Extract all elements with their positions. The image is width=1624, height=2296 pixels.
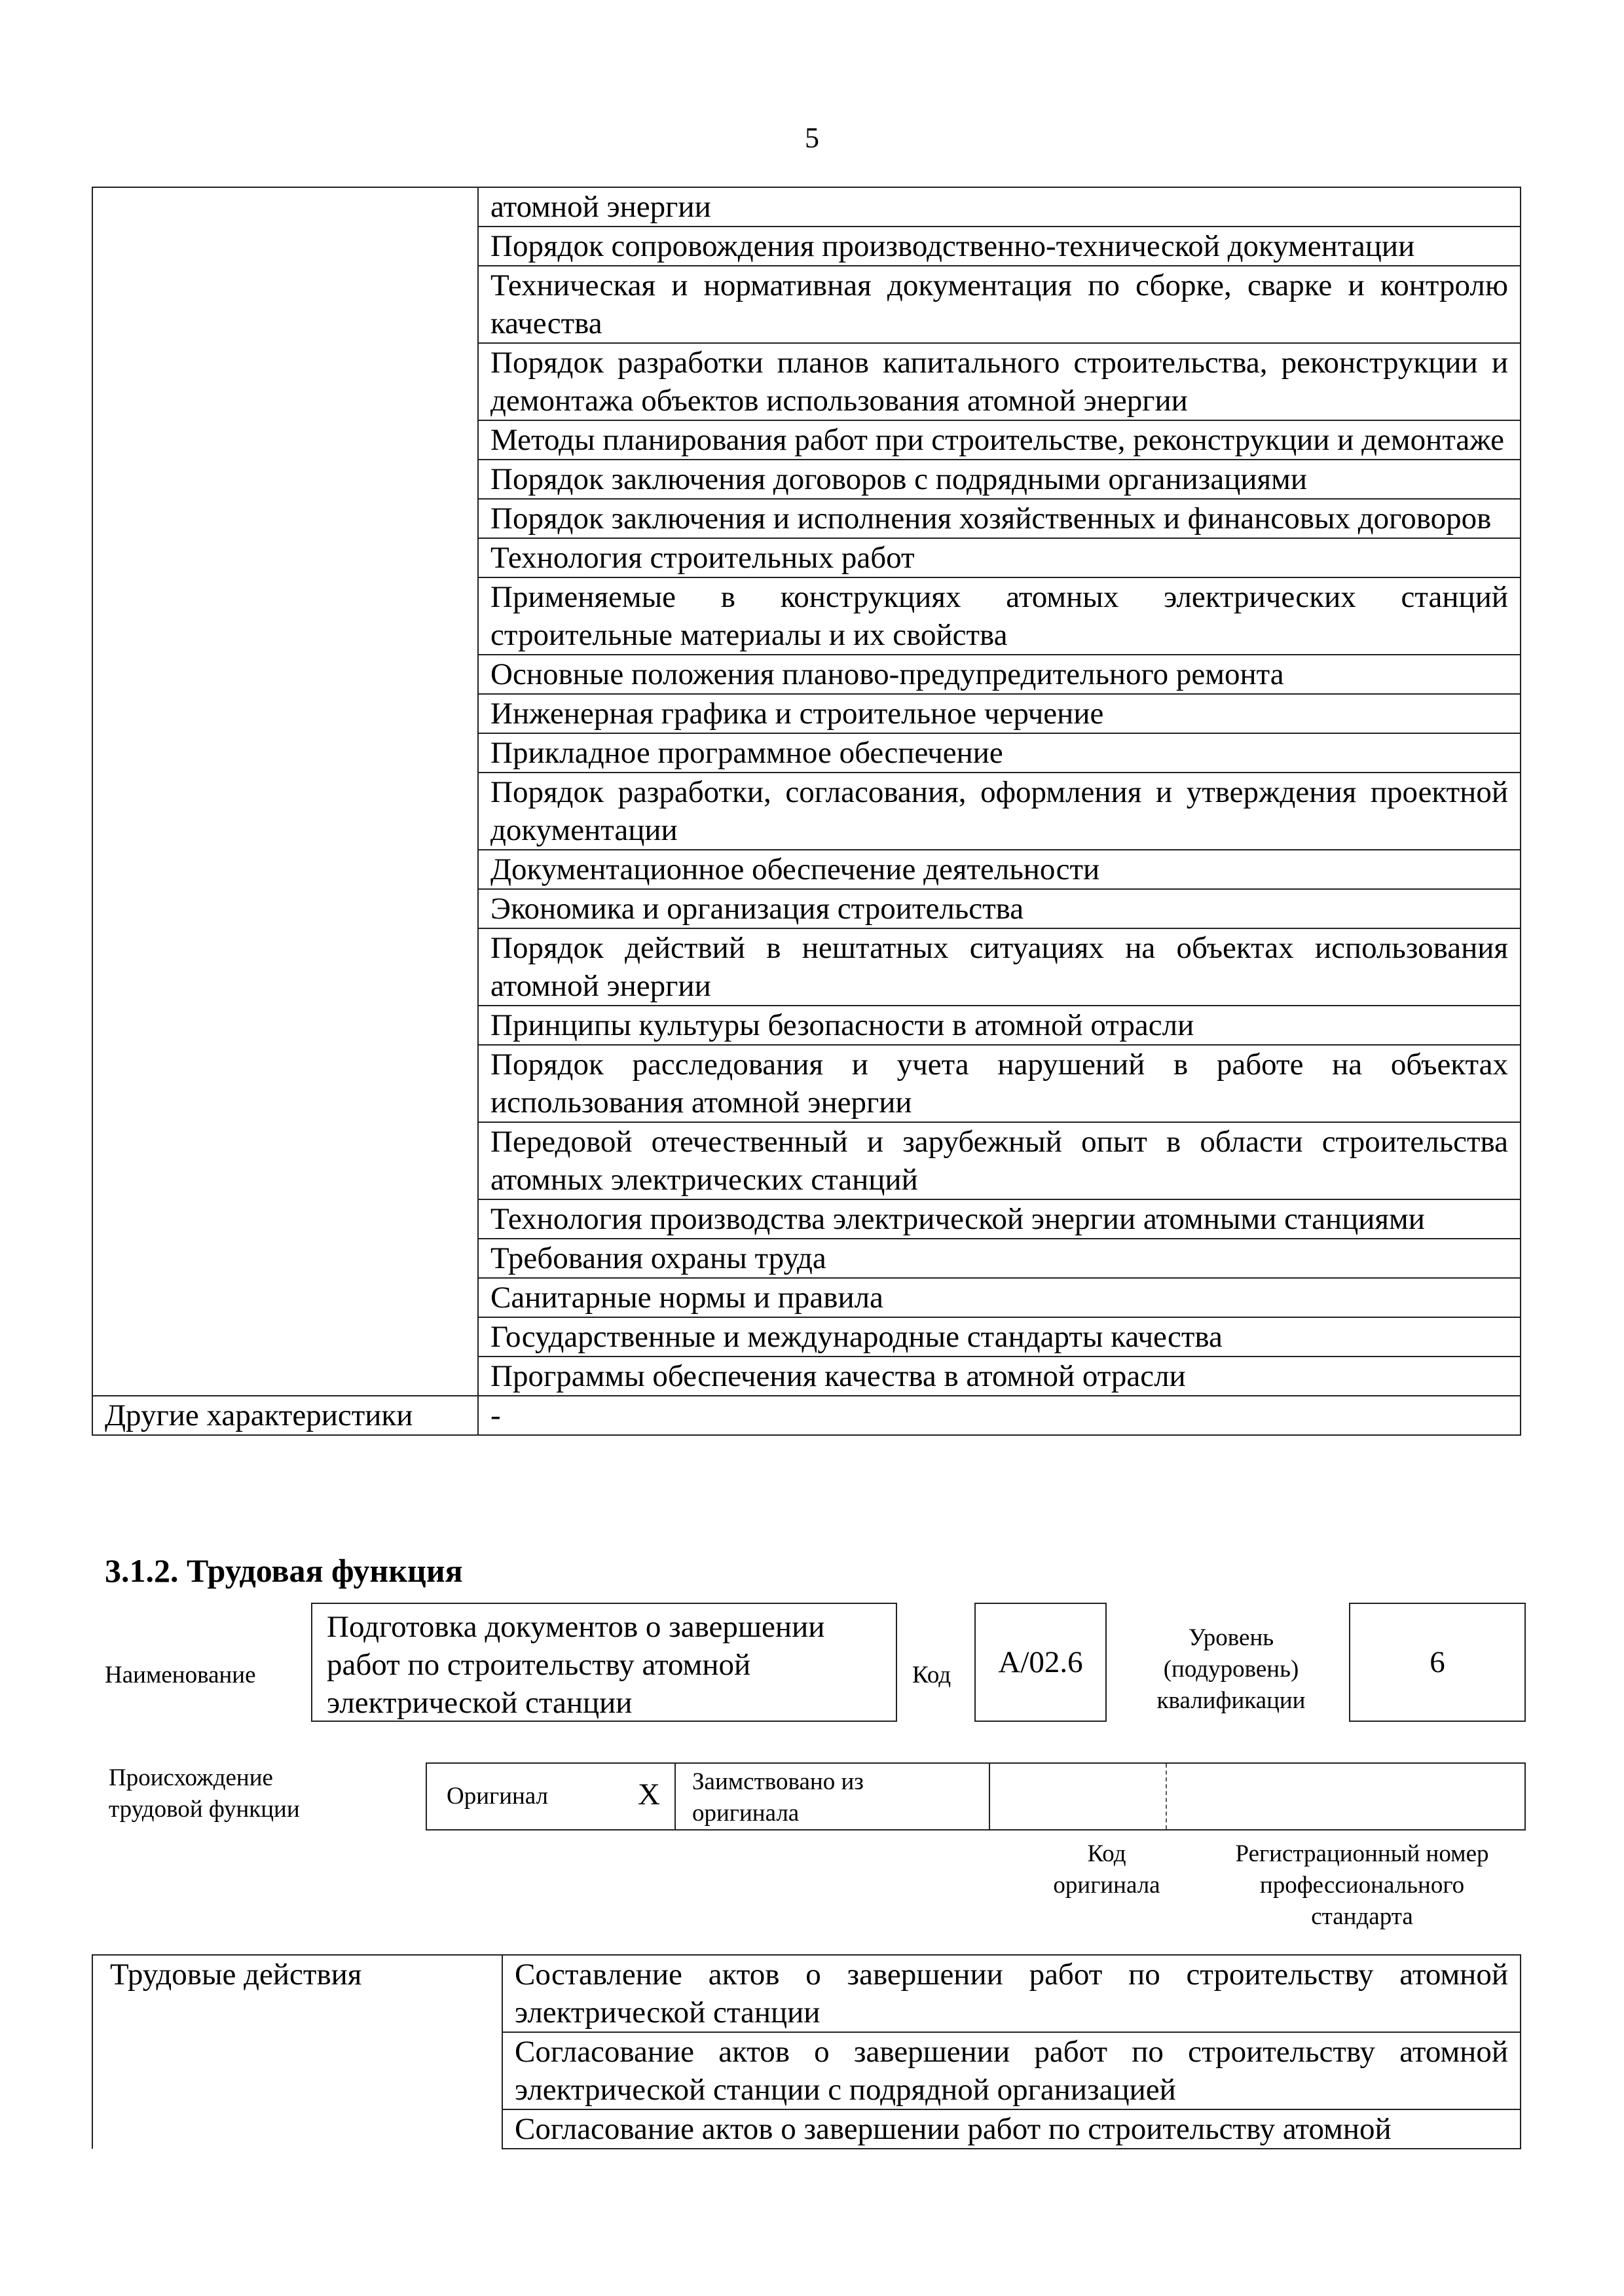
section-heading: 3.1.2. Трудовая функция [105, 1552, 463, 1589]
code-original-line-1: Код [1087, 1840, 1126, 1867]
knowledge-item: Экономика и организация строительства [478, 889, 1521, 928]
code-original-label [1022, 1838, 1192, 1901]
origin-label-line-1: Происхождение [109, 1764, 273, 1791]
labor-action-row [92, 1955, 1521, 2032]
labor-action-item: Согласование актов о завершении работ по строительству атомной [502, 2109, 1521, 2149]
borrowed-label-line-1: Заимствовано из [692, 1768, 864, 1795]
other-characteristics-label: Другие характеристики [92, 1396, 478, 1435]
knowledge-item: Порядок заключения договоров с подрядными организациями [478, 460, 1521, 499]
name-label: Наименование [105, 1662, 256, 1688]
labor-action-item: Согласование актов о завершении работ по строительству атомной электрической станции с подрядной организацией [502, 2032, 1521, 2109]
function-code-value: А/02.6 [998, 1645, 1083, 1679]
knowledge-label-cell [92, 187, 478, 1396]
origin-label-line-2: трудовой функции [109, 1796, 300, 1823]
knowledge-item: Порядок сопровождения производственно-технической документации [478, 227, 1521, 266]
knowledge-item: Санитарные нормы и правила [478, 1278, 1521, 1317]
function-name-value: Подготовка документов о завершении работ по строительству атомной электрической станции [327, 1610, 825, 1720]
knowledge-item: Технология строительных работ [478, 538, 1521, 577]
knowledge-item: Порядок действий в нештатных ситуациях на объектах использования атомной энергии [478, 928, 1521, 1006]
original-mark: X [638, 1777, 660, 1812]
regnum-line-3: стандарта [1311, 1903, 1413, 1930]
knowledge-item: Порядок разработки планов капитального строительства, реконструкции и демонтажа объектов использования атомной энергии [478, 343, 1521, 420]
borrowed-cell [676, 1764, 990, 1829]
code-label: Код [912, 1662, 951, 1688]
knowledge-item: Прикладное программное обеспечение [478, 733, 1521, 773]
required-knowledge-table [92, 187, 1521, 1436]
knowledge-item: атомной энергии [478, 187, 1521, 227]
labor-actions-table [92, 1954, 1521, 2149]
code-original-line-2: оригинала [1053, 1872, 1160, 1899]
knowledge-row [92, 187, 1521, 227]
knowledge-item: Методы планирования работ при строительстве, реконструкции и демонтаже [478, 420, 1521, 460]
knowledge-item: Порядок заключения и исполнения хозяйственных и финансовых договоров [478, 499, 1521, 538]
knowledge-item: Технология производства электрической энергии атомными станциями [478, 1199, 1521, 1239]
knowledge-item: Инженерная графика и строительное черчение [478, 694, 1521, 733]
other-characteristics-value: - [478, 1396, 1521, 1435]
regnum-line-1: Регистрационный номер [1235, 1840, 1489, 1867]
qualification-level-box [1349, 1603, 1526, 1722]
original-label: Оригинал [447, 1783, 549, 1810]
knowledge-item: Основные положения планово-предупредительного ремонта [478, 655, 1521, 694]
borrowed-label [692, 1766, 864, 1829]
page-number: 5 [805, 122, 819, 154]
knowledge-item: Программы обеспечения качества в атомной отрасли [478, 1357, 1521, 1396]
regnum-label [1198, 1838, 1526, 1933]
qualification-level-label [1120, 1622, 1342, 1717]
knowledge-item: Требования охраны труда [478, 1239, 1521, 1278]
code-original-cell [990, 1764, 1167, 1829]
function-name-box [311, 1603, 897, 1722]
original-cell [427, 1764, 676, 1829]
knowledge-item: Порядок разработки, согласования, оформления и утверждения проектной документации [478, 773, 1521, 850]
level-label-line-3: квалификации [1156, 1687, 1306, 1714]
knowledge-item: Документационное обеспечение деятельности [478, 850, 1521, 889]
labor-actions-label: Трудовые действия [92, 1955, 502, 2149]
level-label-line-1: Уровень [1188, 1624, 1274, 1651]
knowledge-item: Государственные и международные стандарты качества [478, 1317, 1521, 1357]
knowledge-item: Порядок расследования и учета нарушений в работе на объектах использования атомной энергии [478, 1045, 1521, 1122]
origin-label [109, 1762, 300, 1825]
labor-action-item: Составление актов о завершении работ по строительству атомной электрической станции [502, 1955, 1521, 2032]
regnum-line-2: профессионального [1259, 1872, 1465, 1899]
knowledge-item: Передовой отечественный и зарубежный опыт в области строительства атомных электрических станций [478, 1122, 1521, 1199]
regnum-cell [1167, 1764, 1527, 1829]
knowledge-item: Техническая и нормативная документация по сборке, сварке и контролю качества [478, 266, 1521, 343]
qualification-level-value: 6 [1430, 1645, 1445, 1679]
other-characteristics-row [92, 1396, 1521, 1435]
function-code-box [974, 1603, 1107, 1722]
borrowed-label-line-2: оригинала [692, 1800, 800, 1827]
level-label-line-2: (подуровень) [1163, 1656, 1299, 1683]
knowledge-item: Принципы культуры безопасности в атомной отрасли [478, 1006, 1521, 1045]
knowledge-item: Применяемые в конструкциях атомных электрических станций строительные материалы и их свойства [478, 577, 1521, 655]
origin-row [426, 1762, 1526, 1831]
